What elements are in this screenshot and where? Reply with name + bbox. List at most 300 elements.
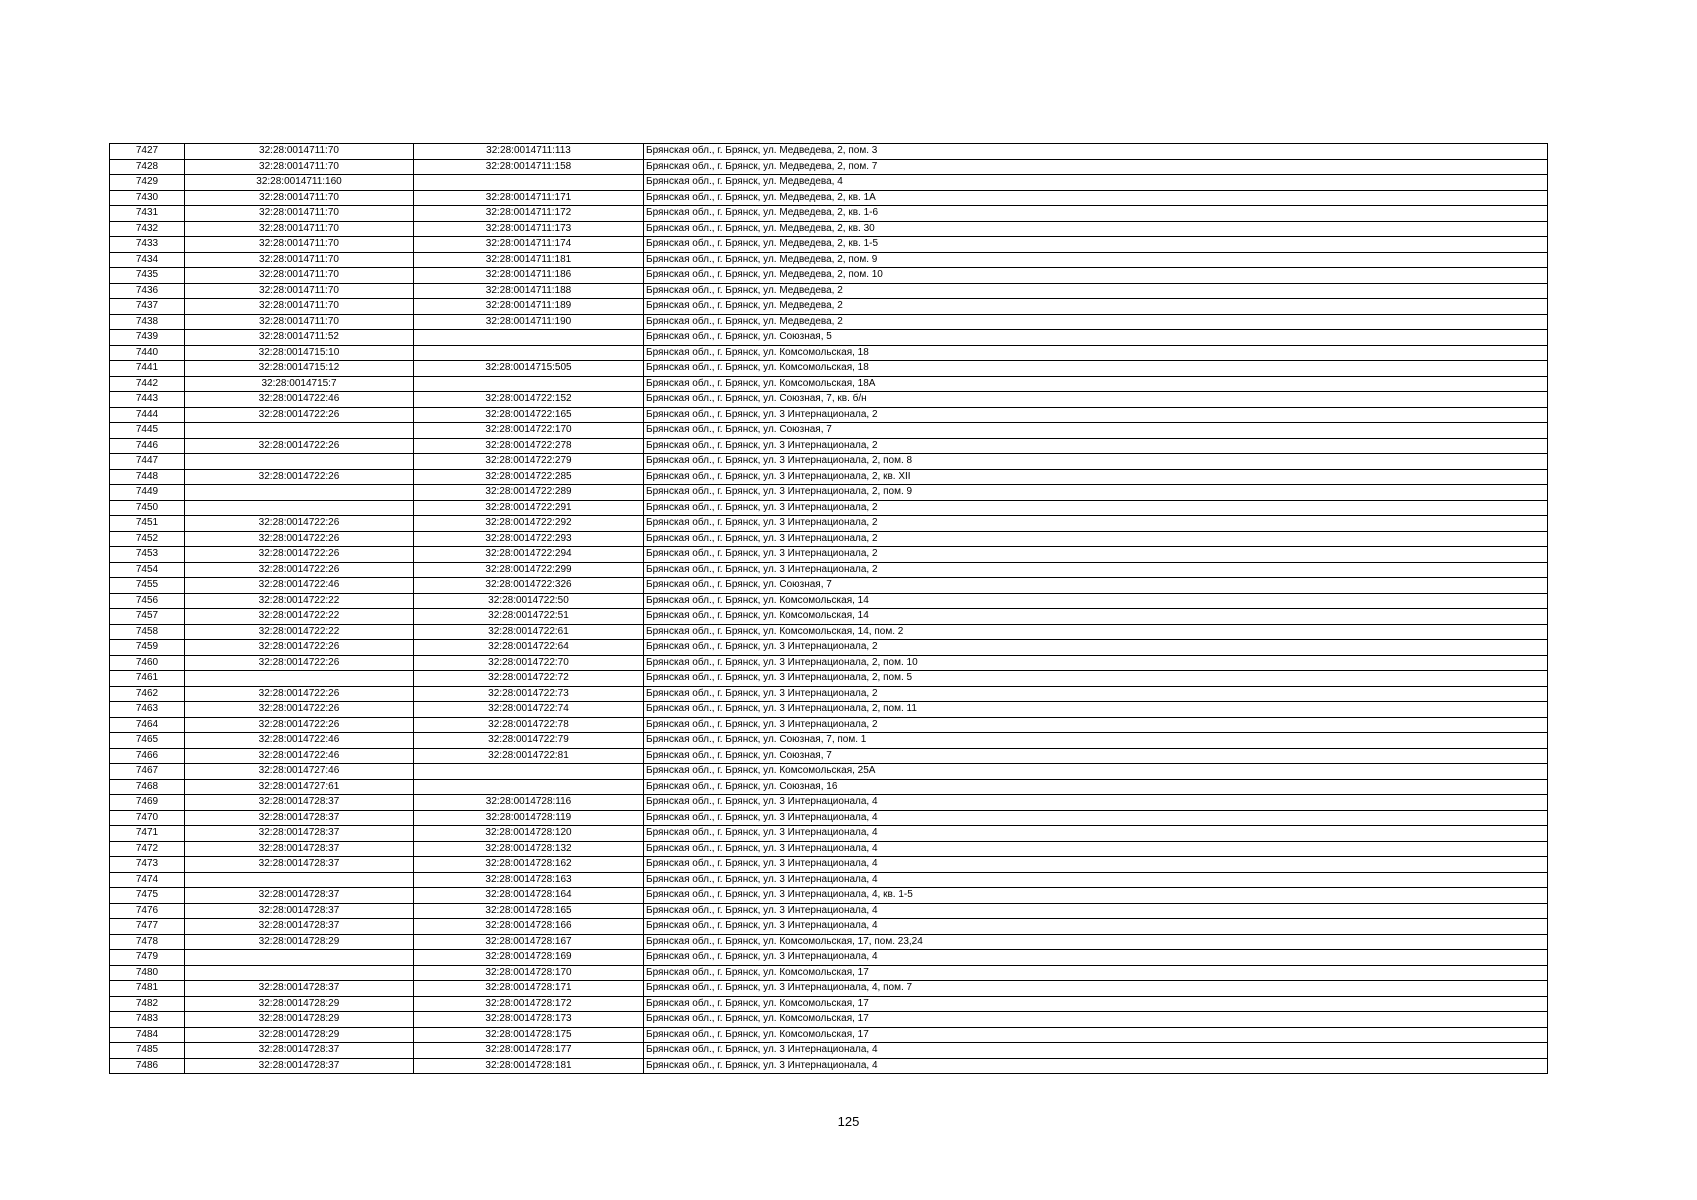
row-number-cell: 7467 <box>110 764 185 780</box>
parcel-cadastral-number-cell: 32:28:0014722:26 <box>185 640 414 656</box>
row-number-cell: 7486 <box>110 1058 185 1074</box>
address-cell: Брянская обл., г. Брянск, ул. Медведева, 2, пом. 3 <box>644 144 1548 160</box>
address-cell: Брянская обл., г. Брянск, ул. Комсомольская, 17 <box>644 996 1548 1012</box>
row-number-cell: 7480 <box>110 965 185 981</box>
row-number-cell: 7442 <box>110 376 185 392</box>
object-cadastral-number-cell: 32:28:0014711:158 <box>414 159 644 175</box>
row-number-cell: 7471 <box>110 826 185 842</box>
table-row <box>110 733 1548 749</box>
object-cadastral-number-cell <box>414 345 644 361</box>
parcel-cadastral-number-cell: 32:28:0014711:70 <box>185 206 414 222</box>
row-number-cell: 7427 <box>110 144 185 160</box>
address-cell: Брянская обл., г. Брянск, ул. 3 Интернационала, 2, пом. 5 <box>644 671 1548 687</box>
row-number-cell: 7438 <box>110 314 185 330</box>
object-cadastral-number-cell: 32:28:0014722:326 <box>414 578 644 594</box>
table-row <box>110 361 1548 377</box>
address-cell: Брянская обл., г. Брянск, ул. Союзная, 5 <box>644 330 1548 346</box>
address-cell: Брянская обл., г. Брянск, ул. Медведева, 2, пом. 10 <box>644 268 1548 284</box>
row-number-cell: 7445 <box>110 423 185 439</box>
object-cadastral-number-cell: 32:28:0014711:173 <box>414 221 644 237</box>
parcel-cadastral-number-cell <box>185 500 414 516</box>
table-row <box>110 578 1548 594</box>
object-cadastral-number-cell: 32:28:0014728:172 <box>414 996 644 1012</box>
row-number-cell: 7468 <box>110 779 185 795</box>
address-cell: Брянская обл., г. Брянск, ул. Союзная, 7, пом. 1 <box>644 733 1548 749</box>
row-number-cell: 7456 <box>110 593 185 609</box>
object-cadastral-number-cell <box>414 330 644 346</box>
parcel-cadastral-number-cell: 32:28:0014722:26 <box>185 547 414 563</box>
table-row <box>110 438 1548 454</box>
parcel-cadastral-number-cell: 32:28:0014711:160 <box>185 175 414 191</box>
address-cell: Брянская обл., г. Брянск, ул. 3 Интернационала, 4 <box>644 857 1548 873</box>
address-cell: Брянская обл., г. Брянск, ул. Союзная, 7, кв. б/н <box>644 392 1548 408</box>
row-number-cell: 7474 <box>110 872 185 888</box>
object-cadastral-number-cell: 32:28:0014722:294 <box>414 547 644 563</box>
table-row <box>110 702 1548 718</box>
parcel-cadastral-number-cell: 32:28:0014728:37 <box>185 919 414 935</box>
row-number-cell: 7460 <box>110 655 185 671</box>
parcel-cadastral-number-cell <box>185 950 414 966</box>
address-cell: Брянская обл., г. Брянск, ул. 3 Интернационала, 4 <box>644 841 1548 857</box>
address-cell: Брянская обл., г. Брянск, ул. Комсомольская, 18А <box>644 376 1548 392</box>
table-row <box>110 795 1548 811</box>
table-row <box>110 810 1548 826</box>
parcel-cadastral-number-cell: 32:28:0014728:37 <box>185 888 414 904</box>
address-cell: Брянская обл., г. Брянск, ул. 3 Интернационала, 4 <box>644 1058 1548 1074</box>
address-cell: Брянская обл., г. Брянск, ул. 3 Интернационала, 4 <box>644 810 1548 826</box>
address-cell: Брянская обл., г. Брянск, ул. 3 Интернационала, 4 <box>644 795 1548 811</box>
table-row <box>110 1027 1548 1043</box>
row-number-cell: 7463 <box>110 702 185 718</box>
address-cell: Брянская обл., г. Брянск, ул. 3 Интернационала, 2 <box>644 547 1548 563</box>
parcel-cadastral-number-cell: 32:28:0014722:26 <box>185 438 414 454</box>
object-cadastral-number-cell: 32:28:0014722:70 <box>414 655 644 671</box>
address-cell: Брянская обл., г. Брянск, ул. 3 Интернационала, 4 <box>644 950 1548 966</box>
address-cell: Брянская обл., г. Брянск, ул. Медведева, 2, кв. 1-5 <box>644 237 1548 253</box>
table-row <box>110 221 1548 237</box>
object-cadastral-number-cell: 32:28:0014728:173 <box>414 1012 644 1028</box>
object-cadastral-number-cell: 32:28:0014722:81 <box>414 748 644 764</box>
table-row <box>110 748 1548 764</box>
object-cadastral-number-cell: 32:28:0014728:120 <box>414 826 644 842</box>
object-cadastral-number-cell: 32:28:0014722:291 <box>414 500 644 516</box>
address-cell: Брянская обл., г. Брянск, ул. 3 Интернационала, 2 <box>644 717 1548 733</box>
object-cadastral-number-cell: 32:28:0014728:119 <box>414 810 644 826</box>
parcel-cadastral-number-cell: 32:28:0014711:70 <box>185 314 414 330</box>
object-cadastral-number-cell: 32:28:0014728:170 <box>414 965 644 981</box>
address-cell: Брянская обл., г. Брянск, ул. 3 Интернационала, 2 <box>644 562 1548 578</box>
row-number-cell: 7483 <box>110 1012 185 1028</box>
object-cadastral-number-cell: 32:28:0014722:165 <box>414 407 644 423</box>
object-cadastral-number-cell: 32:28:0014728:169 <box>414 950 644 966</box>
table-row <box>110 872 1548 888</box>
row-number-cell: 7475 <box>110 888 185 904</box>
object-cadastral-number-cell: 32:28:0014722:78 <box>414 717 644 733</box>
row-number-cell: 7470 <box>110 810 185 826</box>
row-number-cell: 7476 <box>110 903 185 919</box>
address-cell: Брянская обл., г. Брянск, ул. Комсомольская, 14 <box>644 593 1548 609</box>
parcel-cadastral-number-cell: 32:28:0014711:70 <box>185 299 414 315</box>
table-row <box>110 965 1548 981</box>
parcel-cadastral-number-cell: 32:28:0014728:37 <box>185 826 414 842</box>
object-cadastral-number-cell: 32:28:0014722:73 <box>414 686 644 702</box>
table-row <box>110 485 1548 501</box>
parcel-cadastral-number-cell: 32:28:0014722:26 <box>185 469 414 485</box>
parcel-cadastral-number-cell <box>185 485 414 501</box>
object-cadastral-number-cell: 32:28:0014722:299 <box>414 562 644 578</box>
row-number-cell: 7439 <box>110 330 185 346</box>
table-body <box>110 144 1548 1074</box>
table-row <box>110 609 1548 625</box>
object-cadastral-number-cell: 32:28:0014715:505 <box>414 361 644 377</box>
address-cell: Брянская обл., г. Брянск, ул. Комсомольская, 18 <box>644 361 1548 377</box>
object-cadastral-number-cell: 32:28:0014728:164 <box>414 888 644 904</box>
table-row <box>110 345 1548 361</box>
row-number-cell: 7432 <box>110 221 185 237</box>
address-cell: Брянская обл., г. Брянск, ул. Комсомольская, 17 <box>644 1012 1548 1028</box>
parcel-cadastral-number-cell: 32:28:0014711:70 <box>185 221 414 237</box>
row-number-cell: 7473 <box>110 857 185 873</box>
row-number-cell: 7462 <box>110 686 185 702</box>
row-number-cell: 7436 <box>110 283 185 299</box>
object-cadastral-number-cell: 32:28:0014711:190 <box>414 314 644 330</box>
address-cell: Брянская обл., г. Брянск, ул. Медведева, 2 <box>644 314 1548 330</box>
row-number-cell: 7469 <box>110 795 185 811</box>
object-cadastral-number-cell <box>414 175 644 191</box>
parcel-cadastral-number-cell: 32:28:0014711:52 <box>185 330 414 346</box>
parcel-cadastral-number-cell: 32:28:0014727:61 <box>185 779 414 795</box>
address-cell: Брянская обл., г. Брянск, ул. Союзная, 7 <box>644 578 1548 594</box>
row-number-cell: 7472 <box>110 841 185 857</box>
object-cadastral-number-cell <box>414 376 644 392</box>
address-cell: Брянская обл., г. Брянск, ул. 3 Интернационала, 2, пом. 11 <box>644 702 1548 718</box>
row-number-cell: 7465 <box>110 733 185 749</box>
address-cell: Брянская обл., г. Брянск, ул. 3 Интернационала, 2 <box>644 531 1548 547</box>
parcel-cadastral-number-cell <box>185 872 414 888</box>
table-row <box>110 190 1548 206</box>
parcel-cadastral-number-cell: 32:28:0014722:26 <box>185 516 414 532</box>
parcel-cadastral-number-cell: 32:28:0014728:29 <box>185 934 414 950</box>
object-cadastral-number-cell: 32:28:0014728:181 <box>414 1058 644 1074</box>
table-row <box>110 283 1548 299</box>
object-cadastral-number-cell: 32:28:0014722:72 <box>414 671 644 687</box>
table-row <box>110 981 1548 997</box>
table-row <box>110 593 1548 609</box>
table-row <box>110 624 1548 640</box>
table-row <box>110 547 1548 563</box>
row-number-cell: 7446 <box>110 438 185 454</box>
address-cell: Брянская обл., г. Брянск, ул. 3 Интернационала, 2, кв. XII <box>644 469 1548 485</box>
object-cadastral-number-cell: 32:28:0014728:171 <box>414 981 644 997</box>
address-cell: Брянская обл., г. Брянск, ул. Комсомольская, 18 <box>644 345 1548 361</box>
parcel-cadastral-number-cell: 32:28:0014728:37 <box>185 841 414 857</box>
table-row <box>110 500 1548 516</box>
table-row <box>110 206 1548 222</box>
object-cadastral-number-cell: 32:28:0014722:289 <box>414 485 644 501</box>
object-cadastral-number-cell: 32:28:0014711:188 <box>414 283 644 299</box>
table-row <box>110 516 1548 532</box>
table-row <box>110 655 1548 671</box>
parcel-cadastral-number-cell: 32:28:0014722:26 <box>185 717 414 733</box>
parcel-cadastral-number-cell: 32:28:0014715:7 <box>185 376 414 392</box>
row-number-cell: 7433 <box>110 237 185 253</box>
row-number-cell: 7441 <box>110 361 185 377</box>
row-number-cell: 7459 <box>110 640 185 656</box>
table-row <box>110 299 1548 315</box>
object-cadastral-number-cell: 32:28:0014711:189 <box>414 299 644 315</box>
table-row <box>110 934 1548 950</box>
object-cadastral-number-cell: 32:28:0014711:181 <box>414 252 644 268</box>
parcel-cadastral-number-cell: 32:28:0014728:37 <box>185 795 414 811</box>
parcel-cadastral-number-cell: 32:28:0014728:29 <box>185 1012 414 1028</box>
object-cadastral-number-cell: 32:28:0014722:79 <box>414 733 644 749</box>
row-number-cell: 7455 <box>110 578 185 594</box>
row-number-cell: 7461 <box>110 671 185 687</box>
row-number-cell: 7449 <box>110 485 185 501</box>
row-number-cell: 7443 <box>110 392 185 408</box>
row-number-cell: 7444 <box>110 407 185 423</box>
parcel-cadastral-number-cell: 32:28:0014711:70 <box>185 190 414 206</box>
row-number-cell: 7431 <box>110 206 185 222</box>
row-number-cell: 7478 <box>110 934 185 950</box>
table-row <box>110 454 1548 470</box>
table-row <box>110 175 1548 191</box>
row-number-cell: 7454 <box>110 562 185 578</box>
parcel-cadastral-number-cell: 32:28:0014722:26 <box>185 655 414 671</box>
table-row <box>110 841 1548 857</box>
object-cadastral-number-cell: 32:28:0014722:51 <box>414 609 644 625</box>
address-cell: Брянская обл., г. Брянск, ул. Союзная, 7 <box>644 748 1548 764</box>
address-cell: Брянская обл., г. Брянск, ул. Медведева, 2, пом. 9 <box>644 252 1548 268</box>
table-row <box>110 144 1548 160</box>
object-cadastral-number-cell: 32:28:0014728:165 <box>414 903 644 919</box>
address-cell: Брянская обл., г. Брянск, ул. 3 Интернационала, 4 <box>644 903 1548 919</box>
parcel-cadastral-number-cell: 32:28:0014715:10 <box>185 345 414 361</box>
parcel-cadastral-number-cell: 32:28:0014728:29 <box>185 1027 414 1043</box>
address-cell: Брянская обл., г. Брянск, ул. 3 Интернационала, 4 <box>644 872 1548 888</box>
row-number-cell: 7481 <box>110 981 185 997</box>
object-cadastral-number-cell: 32:28:0014728:116 <box>414 795 644 811</box>
address-cell: Брянская обл., г. Брянск, ул. Медведева, 2, кв. 1А <box>644 190 1548 206</box>
object-cadastral-number-cell: 32:28:0014728:175 <box>414 1027 644 1043</box>
table-row <box>110 159 1548 175</box>
row-number-cell: 7477 <box>110 919 185 935</box>
object-cadastral-number-cell: 32:28:0014722:50 <box>414 593 644 609</box>
address-cell: Брянская обл., г. Брянск, ул. Медведева, 2 <box>644 299 1548 315</box>
address-cell: Брянская обл., г. Брянск, ул. Медведева, 2 <box>644 283 1548 299</box>
object-cadastral-number-cell: 32:28:0014728:132 <box>414 841 644 857</box>
address-cell: Брянская обл., г. Брянск, ул. 3 Интернационала, 2, пом. 9 <box>644 485 1548 501</box>
address-cell: Брянская обл., г. Брянск, ул. 3 Интернационала, 4 <box>644 919 1548 935</box>
parcel-cadastral-number-cell: 32:28:0014711:70 <box>185 144 414 160</box>
table-row <box>110 1043 1548 1059</box>
row-number-cell: 7466 <box>110 748 185 764</box>
address-cell: Брянская обл., г. Брянск, ул. Комсомольская, 14, пом. 2 <box>644 624 1548 640</box>
parcel-cadastral-number-cell: 32:28:0014722:46 <box>185 733 414 749</box>
parcel-cadastral-number-cell: 32:28:0014711:70 <box>185 283 414 299</box>
parcel-cadastral-number-cell <box>185 965 414 981</box>
table-row <box>110 268 1548 284</box>
object-cadastral-number-cell <box>414 764 644 780</box>
object-cadastral-number-cell: 32:28:0014722:64 <box>414 640 644 656</box>
parcel-cadastral-number-cell: 32:28:0014728:37 <box>185 1043 414 1059</box>
parcel-cadastral-number-cell: 32:28:0014722:46 <box>185 392 414 408</box>
object-cadastral-number-cell: 32:28:0014722:278 <box>414 438 644 454</box>
page-number: 125 <box>837 1114 860 1129</box>
row-number-cell: 7437 <box>110 299 185 315</box>
table-row <box>110 996 1548 1012</box>
table-row <box>110 671 1548 687</box>
object-cadastral-number-cell: 32:28:0014728:162 <box>414 857 644 873</box>
address-cell: Брянская обл., г. Брянск, ул. 3 Интернационала, 4 <box>644 826 1548 842</box>
table-row <box>110 717 1548 733</box>
parcel-cadastral-number-cell: 32:28:0014722:26 <box>185 562 414 578</box>
object-cadastral-number-cell: 32:28:0014722:74 <box>414 702 644 718</box>
row-number-cell: 7428 <box>110 159 185 175</box>
parcel-cadastral-number-cell: 32:28:0014722:26 <box>185 531 414 547</box>
parcel-cadastral-number-cell: 32:28:0014722:26 <box>185 686 414 702</box>
table-row <box>110 1012 1548 1028</box>
parcel-cadastral-number-cell: 32:28:0014711:70 <box>185 268 414 284</box>
row-number-cell: 7452 <box>110 531 185 547</box>
row-number-cell: 7482 <box>110 996 185 1012</box>
table-row <box>110 686 1548 702</box>
parcel-cadastral-number-cell <box>185 671 414 687</box>
table-row <box>110 764 1548 780</box>
parcel-cadastral-number-cell: 32:28:0014722:22 <box>185 593 414 609</box>
address-cell: Брянская обл., г. Брянск, ул. 3 Интернационала, 2 <box>644 407 1548 423</box>
address-cell: Брянская обл., г. Брянск, ул. 3 Интернационала, 2 <box>644 516 1548 532</box>
address-cell: Брянская обл., г. Брянск, ул. Медведева, 2, пом. 7 <box>644 159 1548 175</box>
table-row <box>110 252 1548 268</box>
address-cell: Брянская обл., г. Брянск, ул. Комсомольская, 17 <box>644 965 1548 981</box>
row-number-cell: 7485 <box>110 1043 185 1059</box>
address-cell: Брянская обл., г. Брянск, ул. Комсомольская, 17 <box>644 1027 1548 1043</box>
row-number-cell: 7484 <box>110 1027 185 1043</box>
address-cell: Брянская обл., г. Брянск, ул. Союзная, 7 <box>644 423 1548 439</box>
table-row <box>110 779 1548 795</box>
address-cell: Брянская обл., г. Брянск, ул. 3 Интернационала, 2 <box>644 686 1548 702</box>
address-cell: Брянская обл., г. Брянск, ул. 3 Интернационала, 2, пом. 8 <box>644 454 1548 470</box>
row-number-cell: 7458 <box>110 624 185 640</box>
object-cadastral-number-cell: 32:28:0014722:152 <box>414 392 644 408</box>
parcel-cadastral-number-cell <box>185 454 414 470</box>
row-number-cell: 7450 <box>110 500 185 516</box>
parcel-cadastral-number-cell: 32:28:0014728:37 <box>185 810 414 826</box>
address-cell: Брянская обл., г. Брянск, ул. 3 Интернационала, 2 <box>644 640 1548 656</box>
object-cadastral-number-cell: 32:28:0014722:61 <box>414 624 644 640</box>
table-row <box>110 392 1548 408</box>
object-cadastral-number-cell: 32:28:0014722:279 <box>414 454 644 470</box>
object-cadastral-number-cell <box>414 779 644 795</box>
parcel-cadastral-number-cell: 32:28:0014722:22 <box>185 624 414 640</box>
address-cell: Брянская обл., г. Брянск, ул. Медведева, 2, кв. 30 <box>644 221 1548 237</box>
address-cell: Брянская обл., г. Брянск, ул. Медведева, 4 <box>644 175 1548 191</box>
parcel-cadastral-number-cell: 32:28:0014722:46 <box>185 748 414 764</box>
object-cadastral-number-cell: 32:28:0014722:170 <box>414 423 644 439</box>
object-cadastral-number-cell: 32:28:0014722:293 <box>414 531 644 547</box>
address-cell: Брянская обл., г. Брянск, ул. 3 Интернационала, 2, пом. 10 <box>644 655 1548 671</box>
address-cell: Брянская обл., г. Брянск, ул. 3 Интернационала, 2 <box>644 500 1548 516</box>
parcel-cadastral-number-cell: 32:28:0014728:37 <box>185 981 414 997</box>
row-number-cell: 7457 <box>110 609 185 625</box>
parcel-cadastral-number-cell: 32:28:0014711:70 <box>185 237 414 253</box>
parcel-cadastral-number-cell: 32:28:0014715:12 <box>185 361 414 377</box>
table-row <box>110 407 1548 423</box>
address-cell: Брянская обл., г. Брянск, ул. 3 Интернационала, 4 <box>644 1043 1548 1059</box>
table-row <box>110 857 1548 873</box>
table-row <box>110 531 1548 547</box>
parcel-cadastral-number-cell <box>185 423 414 439</box>
address-cell: Брянская обл., г. Брянск, ул. Медведева, 2, кв. 1-6 <box>644 206 1548 222</box>
object-cadastral-number-cell: 32:28:0014728:166 <box>414 919 644 935</box>
object-cadastral-number-cell: 32:28:0014711:113 <box>414 144 644 160</box>
object-cadastral-number-cell: 32:28:0014722:292 <box>414 516 644 532</box>
parcel-cadastral-number-cell: 32:28:0014728:37 <box>185 1058 414 1074</box>
table-row <box>110 903 1548 919</box>
object-cadastral-number-cell: 32:28:0014711:174 <box>414 237 644 253</box>
address-cell: Брянская обл., г. Брянск, ул. Комсомольская, 14 <box>644 609 1548 625</box>
object-cadastral-number-cell: 32:28:0014711:172 <box>414 206 644 222</box>
parcel-cadastral-number-cell: 32:28:0014727:46 <box>185 764 414 780</box>
row-number-cell: 7429 <box>110 175 185 191</box>
object-cadastral-number-cell: 32:28:0014722:285 <box>414 469 644 485</box>
object-cadastral-number-cell: 32:28:0014728:167 <box>414 934 644 950</box>
parcel-cadastral-number-cell: 32:28:0014722:26 <box>185 702 414 718</box>
address-cell: Брянская обл., г. Брянск, ул. Комсомольская, 17, пом. 23,24 <box>644 934 1548 950</box>
parcel-cadastral-number-cell: 32:28:0014722:46 <box>185 578 414 594</box>
table-row <box>110 950 1548 966</box>
row-number-cell: 7435 <box>110 268 185 284</box>
address-cell: Брянская обл., г. Брянск, ул. 3 Интернационала, 4, кв. 1-5 <box>644 888 1548 904</box>
object-cadastral-number-cell: 32:28:0014728:163 <box>414 872 644 888</box>
parcel-cadastral-number-cell: 32:28:0014728:29 <box>185 996 414 1012</box>
table-row <box>110 314 1548 330</box>
row-number-cell: 7440 <box>110 345 185 361</box>
table-row <box>110 888 1548 904</box>
table-row <box>110 423 1548 439</box>
table-row <box>110 1058 1548 1074</box>
table-row <box>110 562 1548 578</box>
table-row <box>110 469 1548 485</box>
table-row <box>110 330 1548 346</box>
address-cell: Брянская обл., г. Брянск, ул. Комсомольская, 25А <box>644 764 1548 780</box>
row-number-cell: 7434 <box>110 252 185 268</box>
row-number-cell: 7430 <box>110 190 185 206</box>
row-number-cell: 7453 <box>110 547 185 563</box>
parcel-cadastral-number-cell: 32:28:0014711:70 <box>185 159 414 175</box>
row-number-cell: 7451 <box>110 516 185 532</box>
table-row <box>110 640 1548 656</box>
parcel-cadastral-number-cell: 32:28:0014711:70 <box>185 252 414 268</box>
parcel-cadastral-number-cell: 32:28:0014728:37 <box>185 857 414 873</box>
address-cell: Брянская обл., г. Брянск, ул. 3 Интернационала, 2 <box>644 438 1548 454</box>
row-number-cell: 7464 <box>110 717 185 733</box>
property-table <box>109 143 1548 1074</box>
parcel-cadastral-number-cell: 32:28:0014728:37 <box>185 903 414 919</box>
table-row <box>110 376 1548 392</box>
parcel-cadastral-number-cell: 32:28:0014722:26 <box>185 407 414 423</box>
parcel-cadastral-number-cell: 32:28:0014722:22 <box>185 609 414 625</box>
object-cadastral-number-cell: 32:28:0014711:186 <box>414 268 644 284</box>
address-cell: Брянская обл., г. Брянск, ул. Союзная, 16 <box>644 779 1548 795</box>
row-number-cell: 7479 <box>110 950 185 966</box>
table-row <box>110 237 1548 253</box>
row-number-cell: 7447 <box>110 454 185 470</box>
row-number-cell: 7448 <box>110 469 185 485</box>
object-cadastral-number-cell: 32:28:0014728:177 <box>414 1043 644 1059</box>
object-cadastral-number-cell: 32:28:0014711:171 <box>414 190 644 206</box>
